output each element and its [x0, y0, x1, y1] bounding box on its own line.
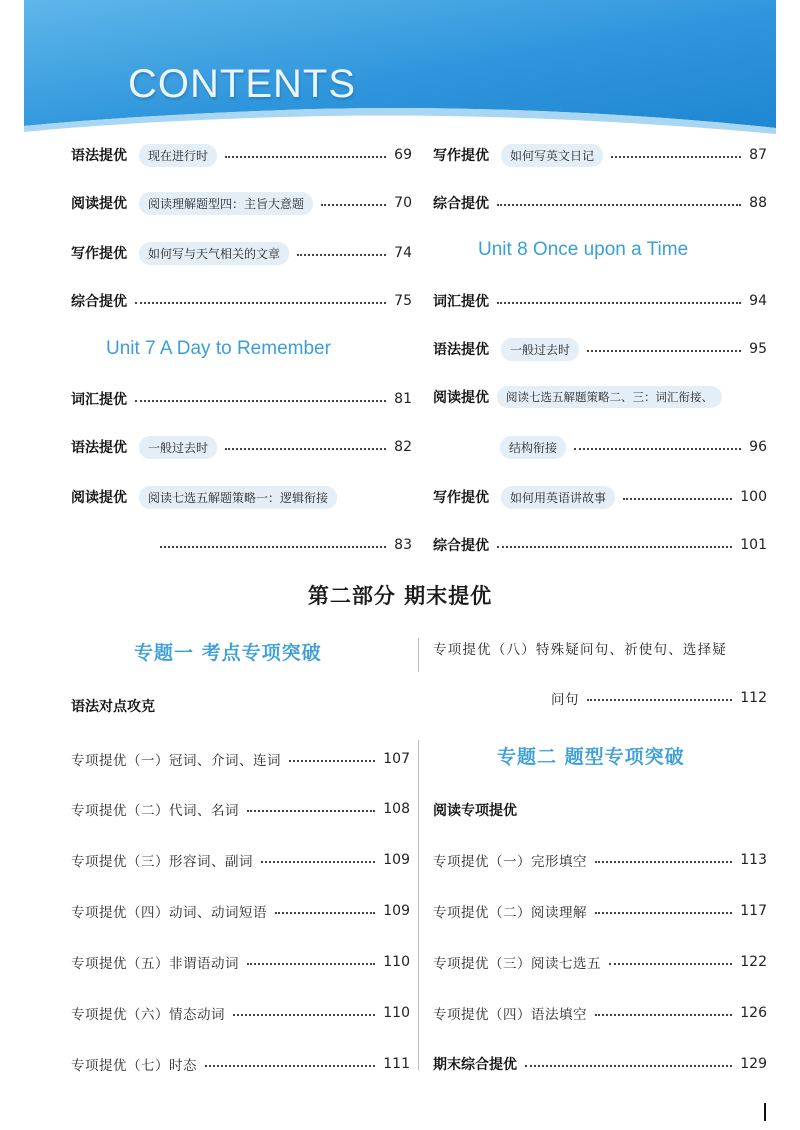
toc-item-text: 专项提优（三）形容词、副词 [71, 854, 253, 870]
toc-page: 94 [749, 293, 767, 309]
topic-2-heading: 专题二 题型专项突破 [497, 746, 685, 768]
toc-label: 词汇提优 [71, 392, 127, 408]
toc-label: 语法提优 [433, 342, 489, 358]
toc-item-text: 专项提优（三）阅读七选五 [433, 956, 601, 972]
toc-page: 110 [383, 954, 410, 970]
toc-label: 阅读提优 [433, 390, 489, 406]
column-divider [418, 740, 419, 1070]
leader-dots [289, 760, 375, 762]
toc-label: 综合提优 [433, 196, 489, 212]
toc-page: 107 [383, 751, 410, 767]
toc-page: 74 [394, 245, 412, 261]
toc-page: 87 [749, 147, 767, 163]
toc-page: 82 [394, 439, 412, 455]
toc-row[interactable] [71, 949, 410, 975]
leader-dots [225, 448, 386, 450]
toc-row-continuation[interactable] [500, 434, 767, 460]
toc-row[interactable] [433, 1000, 767, 1026]
leader-dots [595, 861, 732, 863]
toc-page: 88 [749, 195, 767, 211]
toc-topic-pill: 一般过去时 [501, 338, 579, 361]
section-heading: 阅读专项提优 [433, 803, 517, 819]
column-divider [418, 638, 419, 672]
toc-row[interactable] [71, 484, 412, 510]
toc-topic-pill: 阅读七选五解题策略二、三：词汇衔接、 [497, 386, 722, 408]
leader-dots [497, 204, 741, 206]
leader-dots [497, 546, 732, 548]
toc-row[interactable] [71, 796, 410, 822]
toc-page: 81 [394, 391, 412, 407]
toc-page: 109 [383, 852, 410, 868]
toc-row[interactable] [433, 384, 767, 410]
toc-item-text: 问句 [551, 692, 579, 708]
toc-page: 110 [383, 1005, 410, 1021]
toc-row[interactable] [433, 336, 767, 362]
toc-row[interactable] [71, 142, 412, 168]
leader-dots [574, 448, 741, 450]
leader-dots [160, 546, 386, 548]
leader-dots [587, 350, 741, 352]
leader-dots [525, 1065, 732, 1067]
toc-label: 词汇提优 [433, 294, 489, 310]
toc-topic-pill: 如何写英文日记 [501, 144, 603, 167]
toc-page: 109 [383, 903, 410, 919]
contents-banner [24, 0, 776, 138]
leader-dots [321, 204, 386, 206]
toc-item-text: 专项提优（一）完形填空 [433, 854, 587, 870]
unit-7-heading: Unit 7 A Day to Remember [106, 338, 331, 359]
toc-page: 108 [383, 801, 410, 817]
leader-dots [261, 861, 375, 863]
toc-row[interactable] [433, 142, 767, 168]
contents-title: CONTENTS [128, 62, 356, 106]
toc-item-text: 专项提优（七）时态 [71, 1058, 197, 1074]
toc-row[interactable] [433, 288, 767, 314]
toc-page: 126 [740, 1005, 767, 1021]
toc-row[interactable] [71, 1000, 410, 1026]
toc-label: 语法提优 [71, 440, 127, 456]
toc-page: 83 [394, 537, 412, 553]
toc-row[interactable] [433, 635, 767, 661]
toc-row[interactable] [71, 386, 412, 412]
toc-row[interactable] [71, 288, 412, 314]
toc-topic-pill: 阅读理解题型四：主旨大意题 [139, 192, 313, 215]
toc-label: 写作提优 [71, 246, 127, 262]
toc-page: 101 [740, 537, 767, 553]
toc-item-text: 专项提优（二）代词、名词 [71, 803, 239, 819]
toc-page: 113 [740, 852, 767, 868]
toc-label: 写作提优 [433, 490, 489, 506]
toc-row-continuation[interactable] [160, 532, 412, 558]
toc-item-text: 专项提优（四）语法填空 [433, 1007, 587, 1023]
toc-label: 期末综合提优 [433, 1057, 517, 1073]
toc-label: 综合提优 [433, 538, 489, 554]
toc-item-text: 专项提优（一）冠词、介词、连词 [71, 753, 281, 769]
topic-1-heading: 专题一 考点专项突破 [134, 642, 322, 664]
toc-item-text: 专项提优（四）动词、动词短语 [71, 905, 267, 921]
toc-row[interactable] [71, 434, 412, 460]
toc-item-text: 专项提优（五）非谓语动词 [71, 956, 239, 972]
part-2-heading: 第二部分 期末提优 [307, 584, 493, 608]
page-edge-mark [764, 1103, 766, 1121]
leader-dots [609, 963, 732, 965]
leader-dots [233, 1014, 375, 1016]
toc-page: 122 [740, 954, 767, 970]
toc-label: 阅读提优 [71, 196, 127, 212]
toc-row[interactable] [71, 898, 410, 924]
toc-page: 112 [740, 690, 767, 706]
toc-page: 69 [394, 147, 412, 163]
toc-row[interactable] [433, 190, 767, 216]
toc-label: 综合提优 [71, 294, 127, 310]
toc-page: 96 [749, 439, 767, 455]
toc-label: 写作提优 [433, 148, 489, 164]
toc-item-text: 专项提优（二）阅读理解 [433, 905, 587, 921]
toc-topic-pill: 如何写与天气相关的文章 [139, 242, 289, 265]
toc-page: 95 [749, 341, 767, 357]
toc-row[interactable] [71, 847, 410, 873]
toc-topic-pill: 结构衔接 [500, 436, 566, 459]
toc-row[interactable] [433, 949, 767, 975]
toc-row[interactable] [433, 1051, 767, 1077]
leader-dots [595, 912, 732, 914]
toc-row[interactable] [433, 484, 767, 510]
leader-dots [587, 699, 732, 701]
toc-label: 阅读提优 [71, 490, 127, 506]
unit-8-heading: Unit 8 Once upon a Time [478, 239, 689, 260]
toc-row[interactable] [71, 190, 412, 216]
toc-row[interactable] [71, 240, 412, 266]
toc-row[interactable] [433, 532, 767, 558]
leader-dots [497, 302, 741, 304]
toc-item-text: 专项提优（六）情态动词 [71, 1007, 225, 1023]
toc-row[interactable] [71, 746, 410, 772]
leader-dots [205, 1065, 375, 1067]
section-heading: 语法对点攻克 [71, 699, 155, 715]
leader-dots [247, 963, 375, 965]
toc-row-continuation[interactable] [551, 685, 767, 711]
toc-page: 100 [740, 489, 767, 505]
leader-dots [247, 810, 375, 812]
leader-dots [225, 156, 386, 158]
toc-page: 111 [383, 1056, 410, 1072]
toc-label: 语法提优 [71, 148, 127, 164]
toc-page: 75 [394, 293, 412, 309]
leader-dots [135, 302, 386, 304]
toc-page: 129 [740, 1056, 767, 1072]
leader-dots [611, 156, 741, 158]
toc-topic-pill: 阅读七选五解题策略一：逻辑衔接 [139, 486, 337, 509]
toc-row[interactable] [433, 847, 767, 873]
toc-row[interactable] [433, 898, 767, 924]
leader-dots [135, 400, 386, 402]
leader-dots [595, 1014, 732, 1016]
toc-row[interactable] [71, 1051, 410, 1077]
toc-page: 70 [394, 195, 412, 211]
leader-dots [297, 254, 386, 256]
toc-topic-pill: 如何用英语讲故事 [501, 486, 615, 509]
leader-dots [623, 498, 732, 500]
leader-dots [275, 912, 375, 914]
toc-item-text: 专项提优（八）特殊疑问句、祈使句、选择疑 [433, 642, 727, 658]
toc-topic-pill: 一般过去时 [139, 436, 217, 459]
toc-topic-pill: 现在进行时 [139, 144, 217, 167]
toc-page: 117 [740, 903, 767, 919]
